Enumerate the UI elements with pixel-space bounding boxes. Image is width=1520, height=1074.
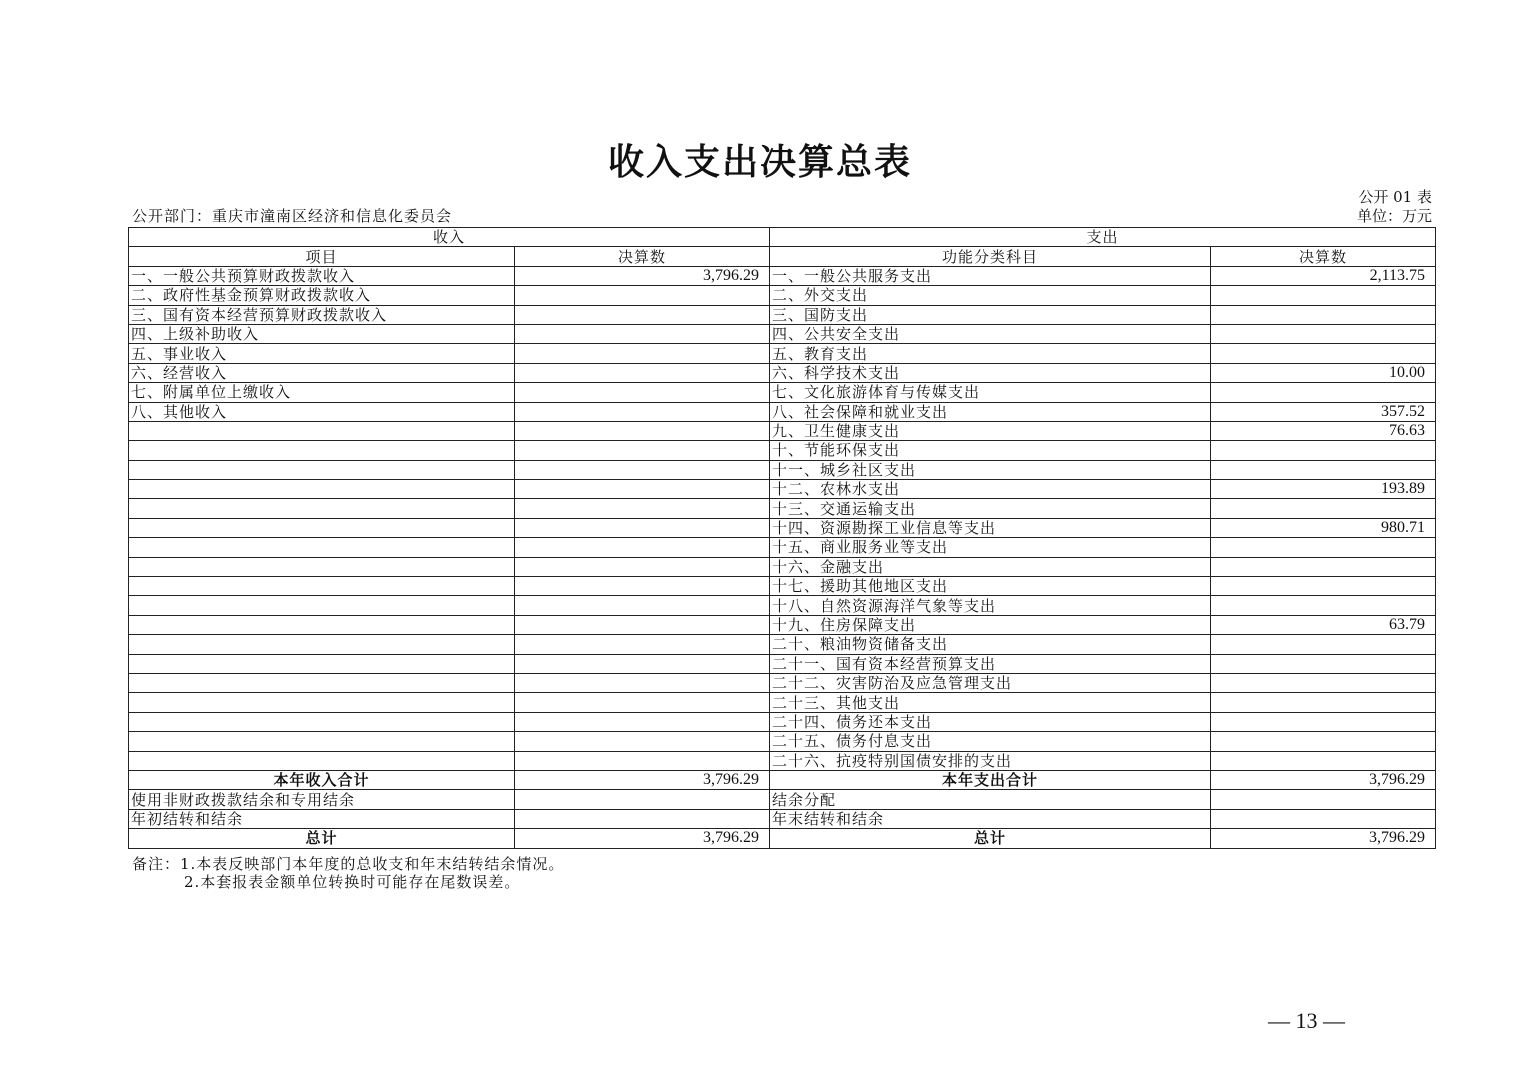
- grand-total-row: [129, 829, 1436, 848]
- income-amount: [515, 460, 770, 479]
- expense-amount: [1211, 383, 1436, 402]
- form-number: 公开 01 表: [1358, 188, 1432, 206]
- income-item: [129, 615, 515, 634]
- income-item: [129, 441, 515, 460]
- expense-item: 结余分配: [770, 790, 1211, 809]
- income-item: 六、经营收入: [129, 363, 515, 382]
- expense-amount: [1211, 712, 1436, 731]
- table-row: [129, 673, 1436, 692]
- expense-amount: 10.00: [1211, 363, 1436, 382]
- column-header-row: [129, 247, 1436, 266]
- expense-item: 十、节能环保支出: [770, 441, 1211, 460]
- expense-amount: [1211, 441, 1436, 460]
- expense-item: 九、卫生健康支出: [770, 421, 1211, 440]
- income-amount: [515, 518, 770, 537]
- income-amount: [515, 421, 770, 440]
- expense-amount: 2,113.75: [1211, 266, 1436, 285]
- totals-row: [129, 770, 1436, 789]
- table-row: [129, 421, 1436, 440]
- expense-item: 十二、农林水支出: [770, 480, 1211, 499]
- table-row: [129, 712, 1436, 731]
- income-amount: [515, 499, 770, 518]
- grand-total-right: 3,796.29: [1211, 829, 1436, 848]
- income-header: 收入: [129, 228, 770, 247]
- income-item: [129, 460, 515, 479]
- expense-item: 六、科学技术支出: [770, 363, 1211, 382]
- expense-amount: [1211, 732, 1436, 751]
- table-row: [129, 324, 1436, 343]
- note-line-2: 2.本套报表金额单位转换时可能存在尾数误差。: [184, 873, 521, 891]
- table-row: [129, 654, 1436, 673]
- table-row: [129, 344, 1436, 363]
- expense-amount: 357.52: [1211, 402, 1436, 421]
- grand-total-label-left: 总计: [129, 829, 515, 848]
- expense-amount: [1211, 635, 1436, 654]
- table-row: [129, 615, 1436, 634]
- expense-item: 十八、自然资源海洋气象等支出: [770, 596, 1211, 615]
- expense-item: 十七、援助其他地区支出: [770, 577, 1211, 596]
- col-function-header: 功能分类科目: [770, 247, 1211, 266]
- table-row: [129, 480, 1436, 499]
- expense-item: 十九、住房保障支出: [770, 615, 1211, 634]
- expense-amount: [1211, 460, 1436, 479]
- table-row: [129, 383, 1436, 402]
- expense-total-value: 3,796.29: [1211, 770, 1436, 789]
- income-item: [129, 577, 515, 596]
- expense-item: 二、外交支出: [770, 286, 1211, 305]
- table-row: [129, 286, 1436, 305]
- expense-item: 七、文化旅游体育与传媒支出: [770, 383, 1211, 402]
- expense-item: 二十五、债务付息支出: [770, 732, 1211, 751]
- expense-item: 二十三、其他支出: [770, 693, 1211, 712]
- income-item: [129, 557, 515, 576]
- expense-item: 二十六、抗疫特别国债安排的支出: [770, 751, 1211, 770]
- expense-amount: [1211, 538, 1436, 557]
- income-amount: [515, 615, 770, 634]
- table-row: [129, 518, 1436, 537]
- table-row: [129, 635, 1436, 654]
- notes: [132, 855, 564, 891]
- income-item: 使用非财政拨款结余和专用结余: [129, 790, 515, 809]
- income-amount: [515, 732, 770, 751]
- expense-item: 十四、资源勘探工业信息等支出: [770, 518, 1211, 537]
- page-title: 收入支出决算总表: [607, 141, 912, 183]
- col-amount2-header: 决算数: [1211, 247, 1436, 266]
- income-item: [129, 538, 515, 557]
- income-item: [129, 654, 515, 673]
- income-item: [129, 596, 515, 615]
- table-row: [129, 557, 1436, 576]
- expense-header: 支出: [770, 228, 1436, 247]
- expense-item: 四、公共安全支出: [770, 324, 1211, 343]
- income-item: [129, 693, 515, 712]
- income-amount: [515, 693, 770, 712]
- expense-amount: [1211, 286, 1436, 305]
- income-amount: [515, 751, 770, 770]
- expense-amount: [1211, 790, 1436, 809]
- income-amount: [515, 790, 770, 809]
- income-item: 一、一般公共预算财政拨款收入: [129, 266, 515, 285]
- expense-amount: [1211, 751, 1436, 770]
- department-label: 公开部门：重庆市潼南区经济和信息化委员会: [132, 207, 453, 225]
- expense-item: 十三、交通运输支出: [770, 499, 1211, 518]
- income-item: 二、政府性基金预算财政拨款收入: [129, 286, 515, 305]
- note-line-1: 备注：1.本表反映部门本年度的总收支和年末结转结余情况。: [132, 855, 565, 873]
- expense-item: 五、教育支出: [770, 344, 1211, 363]
- expense-item: 八、社会保障和就业支出: [770, 402, 1211, 421]
- income-item: 五、事业收入: [129, 344, 515, 363]
- table-row: [129, 266, 1436, 285]
- income-amount: [515, 363, 770, 382]
- expense-amount: [1211, 809, 1436, 828]
- expense-item: 三、国防支出: [770, 305, 1211, 324]
- table-row: [129, 732, 1436, 751]
- income-item: 四、上级补助收入: [129, 324, 515, 343]
- income-item: 三、国有资本经营预算财政拨款收入: [129, 305, 515, 324]
- grand-total-left: 3,796.29: [515, 829, 770, 848]
- income-amount: [515, 538, 770, 557]
- income-total-label: 本年收入合计: [129, 770, 515, 789]
- income-item: [129, 480, 515, 499]
- expense-amount: [1211, 693, 1436, 712]
- expense-item: 一、一般公共服务支出: [770, 266, 1211, 285]
- table-row: [129, 809, 1436, 828]
- income-amount: [515, 557, 770, 576]
- income-amount: [515, 402, 770, 421]
- income-amount: [515, 673, 770, 692]
- income-amount: [515, 635, 770, 654]
- income-total-value: 3,796.29: [515, 770, 770, 789]
- table-row: [129, 499, 1436, 518]
- expense-item: 二十二、灾害防治及应急管理支出: [770, 673, 1211, 692]
- expense-item: 年末结转和结余: [770, 809, 1211, 828]
- income-item: [129, 635, 515, 654]
- table-row: [129, 538, 1436, 557]
- table-row: [129, 441, 1436, 460]
- expense-item: 二十一、国有资本经营预算支出: [770, 654, 1211, 673]
- expense-amount: [1211, 499, 1436, 518]
- expense-total-label: 本年支出合计: [770, 770, 1211, 789]
- expense-amount: [1211, 557, 1436, 576]
- income-amount: [515, 286, 770, 305]
- income-amount: [515, 441, 770, 460]
- table-row: [129, 363, 1436, 382]
- expense-amount: 76.63: [1211, 421, 1436, 440]
- expense-amount: [1211, 577, 1436, 596]
- table-row: [129, 596, 1436, 615]
- grand-total-label-right: 总计: [770, 829, 1211, 848]
- expense-amount: [1211, 344, 1436, 363]
- income-item: 七、附属单位上缴收入: [129, 383, 515, 402]
- expense-amount: 193.89: [1211, 480, 1436, 499]
- income-amount: [515, 654, 770, 673]
- table-row: [129, 577, 1436, 596]
- table-row: [129, 693, 1436, 712]
- expense-item: 二十四、债务还本支出: [770, 712, 1211, 731]
- income-amount: [515, 383, 770, 402]
- income-item: 年初结转和结余: [129, 809, 515, 828]
- income-amount: [515, 596, 770, 615]
- income-item: [129, 673, 515, 692]
- income-amount: [515, 480, 770, 499]
- expense-item: 十五、商业服务业等支出: [770, 538, 1211, 557]
- expense-amount: [1211, 596, 1436, 615]
- income-item: [129, 712, 515, 731]
- income-item: [129, 751, 515, 770]
- income-item: 八、其他收入: [129, 402, 515, 421]
- unit-label: 单位：万元: [1356, 207, 1432, 225]
- income-item: [129, 732, 515, 751]
- expense-item: 二十、粮油物资储备支出: [770, 635, 1211, 654]
- income-amount: 3,796.29: [515, 266, 770, 285]
- expense-amount: [1211, 324, 1436, 343]
- expense-amount: 63.79: [1211, 615, 1436, 634]
- budget-table: [128, 227, 1436, 849]
- table-row: [129, 751, 1436, 770]
- expense-item: 十六、金融支出: [770, 557, 1211, 576]
- income-amount: [515, 344, 770, 363]
- expense-amount: [1211, 654, 1436, 673]
- expense-amount: [1211, 673, 1436, 692]
- income-item: [129, 499, 515, 518]
- table-row: [129, 402, 1436, 421]
- expense-item: 十一、城乡社区支出: [770, 460, 1211, 479]
- income-item: [129, 421, 515, 440]
- income-amount: [515, 324, 770, 343]
- table-row: [129, 460, 1436, 479]
- income-amount: [515, 305, 770, 324]
- expense-amount: 980.71: [1211, 518, 1436, 537]
- col-item-header: 项目: [129, 247, 515, 266]
- page-number: — 13 —: [1268, 1008, 1345, 1033]
- income-item: [129, 518, 515, 537]
- table-row: [129, 305, 1436, 324]
- table-row: [129, 790, 1436, 809]
- income-amount: [515, 577, 770, 596]
- col-amount-header: 决算数: [515, 247, 770, 266]
- expense-amount: [1211, 305, 1436, 324]
- income-amount: [515, 809, 770, 828]
- section-header-row: [129, 228, 1436, 247]
- income-amount: [515, 712, 770, 731]
